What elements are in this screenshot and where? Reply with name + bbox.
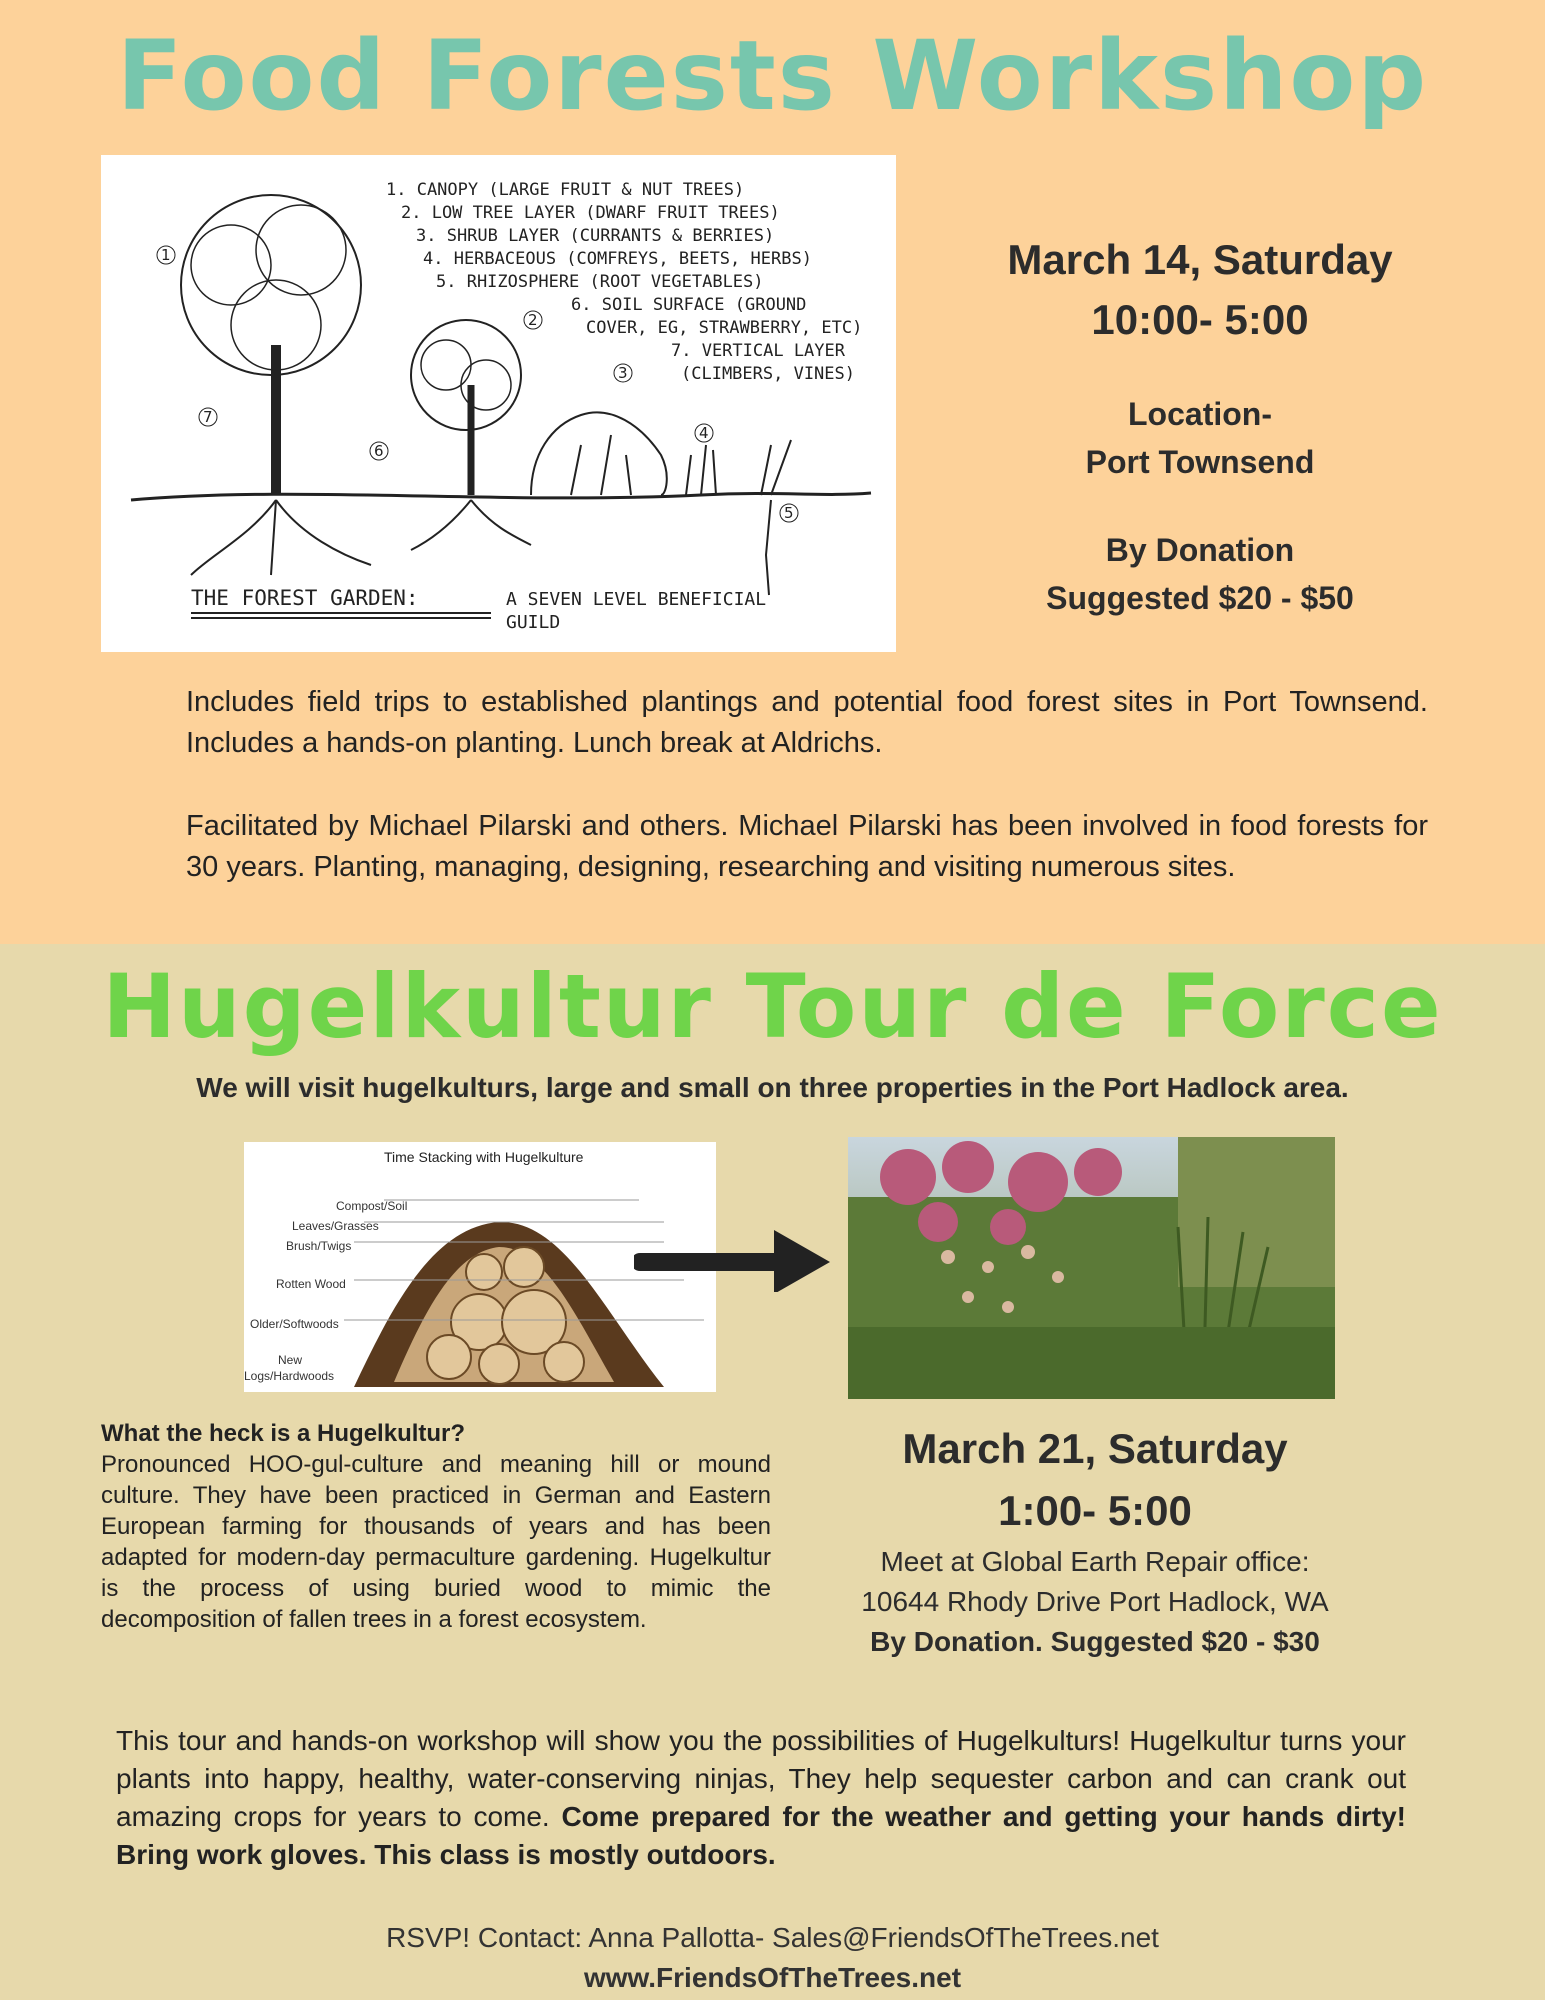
forest-garden-diagram	[101, 155, 896, 652]
tour-title: Hugelkultur Tour de Force	[102, 955, 1443, 1058]
diagram-caption-title: THE FOREST GARDEN:	[191, 586, 419, 610]
hugel-label-rotten: Rotten Wood	[276, 1277, 346, 1291]
hugel-label-leaves: Leaves/Grasses	[292, 1219, 379, 1233]
hugelkultur-explanation	[101, 1418, 771, 1635]
workshop-suggested: Suggested $20 - $50	[1046, 580, 1354, 616]
workshop-title: Food Forests Workshop	[116, 20, 1429, 132]
layer-1: 1. CANOPY (LARGE FRUIT & NUT TREES)	[386, 180, 745, 200]
workshop-time: 10:00- 5:00	[1091, 296, 1309, 343]
layer-3: 3. SHRUB LAYER (CURRANTS & BERRIES)	[416, 226, 775, 246]
diagram-caption-rest: A SEVEN LEVEL BENEFICIAL	[506, 589, 767, 610]
hugel-label-logs: Logs/Hardwoods	[244, 1369, 335, 1383]
layer-4: 4. HERBACEOUS (COMFREYS, BEETS, HERBS)	[423, 249, 812, 269]
hugel-label-compost: Compost/Soil	[336, 1199, 408, 1213]
tour-event-details	[810, 1418, 1380, 1662]
svg-text:6: 6	[374, 442, 384, 460]
svg-text:2: 2	[528, 311, 538, 329]
tour-donation: By Donation. Suggested $20 - $30	[870, 1626, 1320, 1657]
layer-6: 6. SOIL SURFACE (GROUND	[571, 295, 807, 315]
hugel-diagram-title: Time Stacking with Hugelkulture	[384, 1149, 584, 1165]
hugel-label-brush: Brush/Twigs	[286, 1239, 352, 1253]
workshop-facilitator: Facilitated by Michael Pilarski and others. Michael Pilarski has been involved in food forests for 30 years. Planting, managing, designing, researching and visiting numerous sites.	[186, 810, 1428, 883]
svg-text:5: 5	[784, 504, 794, 522]
svg-text:7: 7	[203, 408, 213, 426]
diagram-caption-rest2: GUILD	[506, 612, 561, 633]
tour-address: 10644 Rhody Drive Port Hadlock, WA	[861, 1586, 1329, 1617]
hugel-label-new: New	[278, 1353, 303, 1367]
workshop-description: Includes field trips to established plantings and potential food forest sites in Port Townsend. Includes a hands-on planting. Lunch break at Aldrichs.	[186, 686, 1428, 759]
svg-text:1: 1	[161, 246, 171, 264]
layer-5: 5. RHIZOSPHERE (ROOT VEGETABLES)	[436, 272, 764, 292]
workshop-donation: By Donation	[1105, 532, 1295, 568]
tour-meet: Meet at Global Earth Repair office:	[880, 1546, 1310, 1577]
hugel-label-older: Older/Softwoods	[250, 1317, 339, 1331]
garden-photo	[848, 1137, 1335, 1399]
layer-7: 7. VERTICAL LAYER	[671, 341, 845, 361]
tour-description-regular: This tour and hands-on workshop will show you the possibilities of Hugelkulturs! Hugelkultur turns your plants into happy, healthy, water-conserving ninjas, They help sequester carbon and can crank out amazing crops for years to come.	[116, 1725, 1406, 1832]
forest-garden-illustration	[101, 155, 896, 652]
rsvp-contact: RSVP! Contact: Anna Pallotta- Sales@FriendsOfTheTrees.net	[386, 1922, 1159, 1953]
workshop-date: March 14, Saturday	[1007, 236, 1393, 283]
tour-tagline: We will visit hugelkulturs, large and small on three properties in the Port Hadlock area.	[196, 1072, 1349, 1103]
workshop-location-label: Location-	[1128, 396, 1272, 432]
tour-time: 1:00- 5:00	[998, 1487, 1192, 1534]
tour-description-bold: Come prepared for the weather and getting your hands dirty! Bring work gloves. This class is mostly outdoors.	[116, 1801, 1406, 1870]
what-body: Pronounced HOO-gul-culture and meaning hill or mound culture. They have been practiced in German and Eastern European farming for thousands of years and has been adapted for modern-day permaculture gardening. Hugelkultur is the process of using buried wood to mimic the decomposition of fallen trees in a forest ecosystem.	[101, 1451, 771, 1633]
what-heading: What the heck is a Hugelkultur?	[101, 1420, 466, 1447]
tour-date: March 21, Saturday	[902, 1425, 1288, 1472]
arrow-icon	[634, 1222, 834, 1292]
layer-6b: COVER, EG, STRAWBERRY, ETC)	[586, 318, 863, 338]
layer-2: 2. LOW TREE LAYER (DWARF FRUIT TREES)	[401, 203, 780, 223]
svg-text:3: 3	[618, 364, 628, 382]
layer-7b: (CLIMBERS, VINES)	[681, 364, 855, 384]
website-link[interactable]: www.FriendsOfTheTrees.net	[583, 1962, 962, 1993]
svg-text:4: 4	[699, 424, 709, 442]
workshop-location: Port Townsend	[1085, 444, 1315, 480]
tour-description	[116, 1722, 1406, 1874]
workshop-event-details	[955, 230, 1445, 622]
